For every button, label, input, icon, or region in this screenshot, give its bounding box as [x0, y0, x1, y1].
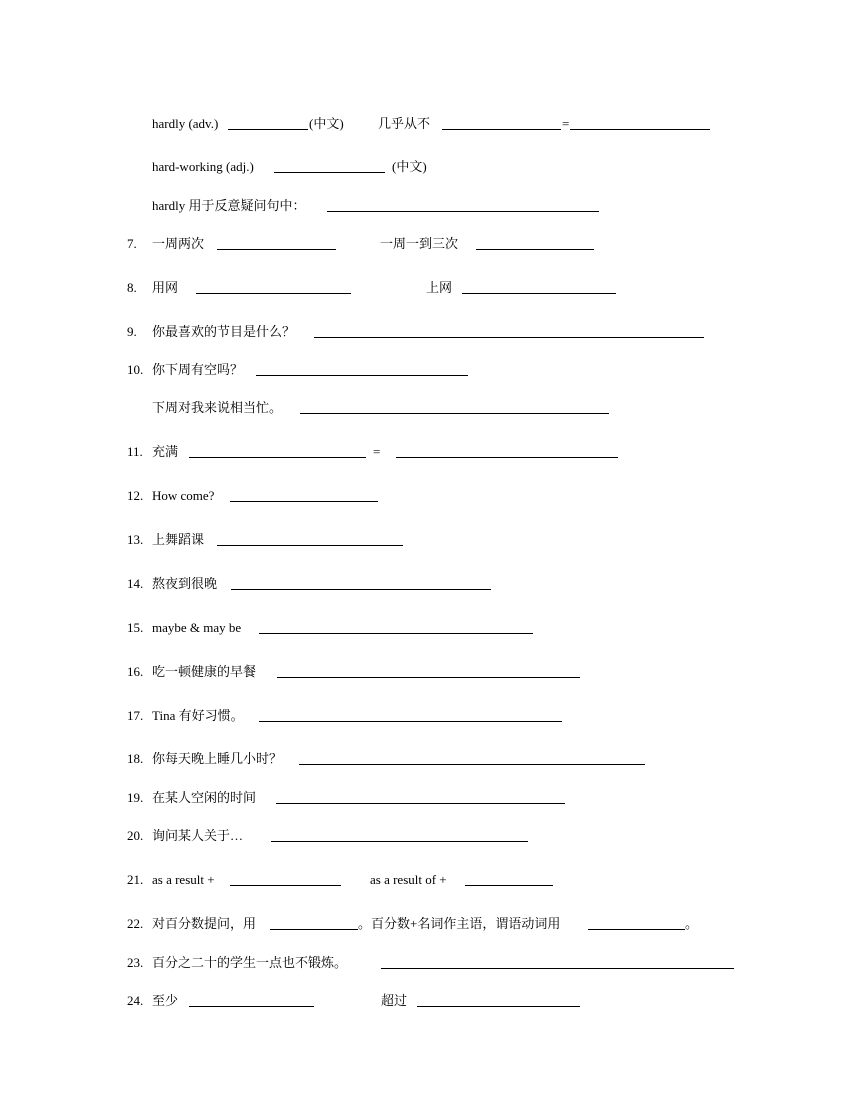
item-text: hardly (adv.) [152, 116, 219, 131]
item-number: 15. [127, 620, 144, 635]
item-text: 下周对我来说相当忙。 [152, 400, 283, 415]
answer-blank[interactable] [259, 620, 533, 634]
answer-blank[interactable] [270, 916, 358, 930]
item-number: 19. [127, 790, 144, 805]
item-text: 。百分数+名词作主语，谓语动词用 [358, 916, 561, 931]
answer-blank[interactable] [189, 444, 366, 458]
item-text: 一周两次 [152, 236, 205, 251]
answer-blank[interactable] [300, 400, 609, 414]
item-text: 百分之二十的学生一点也不锻炼。 [152, 955, 348, 970]
answer-blank[interactable] [396, 444, 618, 458]
answer-blank[interactable] [231, 576, 491, 590]
answer-blank[interactable] [381, 955, 734, 969]
item-number: 9. [127, 324, 137, 339]
item-text: 你最喜欢的节目是什么？ [152, 324, 296, 339]
item-text: 对百分数提问，用 [152, 916, 257, 931]
answer-blank[interactable] [417, 993, 580, 1007]
answer-blank[interactable] [196, 280, 351, 294]
answer-blank[interactable] [230, 872, 341, 886]
answer-blank[interactable] [277, 664, 580, 678]
item-text: 至少 [152, 993, 179, 1008]
item-text: as a result of + [370, 872, 447, 887]
answer-blank[interactable] [274, 159, 385, 173]
item-number: 22. [127, 916, 144, 931]
item-text: 你每天晚上睡几小时？ [152, 751, 283, 766]
item-number: 8. [127, 280, 137, 295]
answer-blank[interactable] [588, 916, 685, 930]
item-text: hard-working (adj.) [152, 159, 254, 174]
item-text: 熬夜到很晚 [152, 576, 218, 591]
item-number: 13. [127, 532, 144, 547]
item-text: hardly 用于反意疑问句中： [152, 198, 306, 213]
item-text: 你下周有空吗？ [152, 362, 244, 377]
item-number: 14. [127, 576, 144, 591]
item-number: 11. [127, 444, 143, 459]
item-text: 询问某人关于… [152, 828, 244, 843]
item-text: Tina 有好习惯。 [152, 708, 244, 723]
equals-sign: = [373, 444, 381, 459]
equals-sign: = [562, 116, 570, 131]
item-text: 上网 [426, 280, 453, 295]
answer-blank[interactable] [256, 362, 468, 376]
answer-blank[interactable] [217, 532, 403, 546]
answer-blank[interactable] [259, 708, 562, 722]
item-text: 在某人空闲的时间 [152, 790, 257, 805]
answer-blank[interactable] [299, 751, 645, 765]
item-text: 用网 [152, 280, 179, 295]
item-text: 上舞蹈课 [152, 532, 205, 547]
item-number: 10. [127, 362, 144, 377]
item-text: How come? [152, 488, 215, 503]
item-text: as a result + [152, 872, 215, 887]
answer-blank[interactable] [442, 116, 710, 130]
item-number: 12. [127, 488, 144, 503]
item-number: 24. [127, 993, 144, 1008]
item-text: 几乎从不 [378, 116, 431, 131]
answer-blank[interactable] [189, 993, 314, 1007]
item-text: 。 [685, 916, 699, 931]
answer-blank[interactable] [217, 236, 336, 250]
answer-blank[interactable] [465, 872, 553, 886]
item-number: 16. [127, 664, 144, 679]
item-number: 18. [127, 751, 144, 766]
item-number: 21. [127, 872, 144, 887]
item-text: maybe & may be [152, 620, 242, 635]
answer-blank[interactable] [462, 280, 616, 294]
answer-blank[interactable] [228, 116, 308, 130]
answer-blank[interactable] [276, 790, 565, 804]
item-text: 吃一顿健康的早餐 [152, 664, 257, 679]
answer-blank[interactable] [314, 324, 704, 338]
answer-blank[interactable] [230, 488, 378, 502]
answer-blank[interactable] [327, 198, 599, 212]
item-number: 17. [127, 708, 144, 723]
item-number: 20. [127, 828, 144, 843]
answer-blank[interactable] [476, 236, 594, 250]
item-text: 超过 [381, 993, 408, 1008]
item-text: (中文) [309, 116, 344, 131]
answer-blank[interactable] [271, 828, 528, 842]
item-text: 充满 [152, 444, 179, 459]
item-text: 一周一到三次 [380, 236, 459, 251]
item-number: 7. [127, 236, 137, 251]
item-number: 23. [127, 955, 144, 970]
item-text: (中文) [392, 159, 427, 174]
